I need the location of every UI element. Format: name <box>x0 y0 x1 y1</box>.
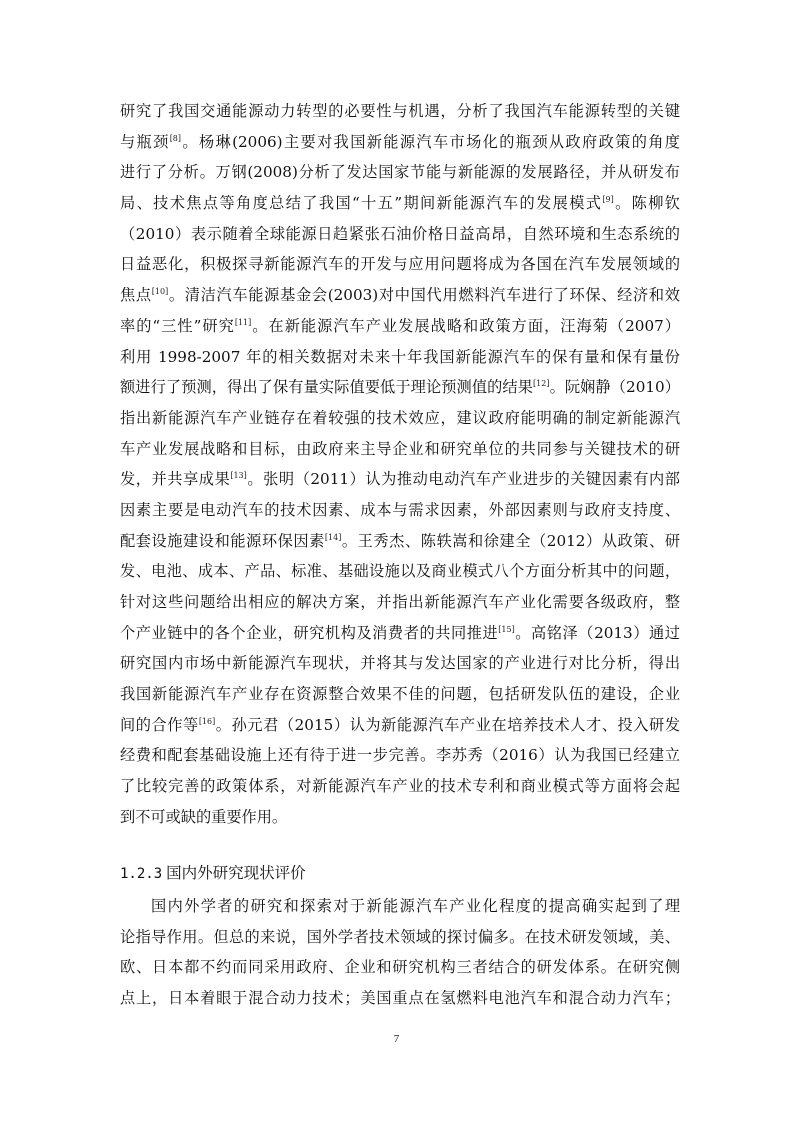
text-line: 车产业发展战略和目标，由政府来主导企业和研究单位的共同参与关键技术的研 <box>120 439 680 458</box>
text-line: 焦点[10]。清洁汽车能源基金会(2003)对中国代用燃料汽车进行了环保、经济和效 <box>120 286 680 305</box>
text-line: 进行了分析。万钢(2008)分析了发达国家节能与新能源的发展路径，并从研发布 <box>120 163 680 182</box>
citation-ref: [13] <box>230 471 247 481</box>
text-line: 发，并共享成果[13]。张明（2011）认为推动电动汽车产业进步的关键因素有内部 <box>120 470 680 489</box>
paragraph-literature-review <box>120 96 680 833</box>
page-number: 7 <box>393 1033 400 1045</box>
citation-ref: [10] <box>151 287 169 297</box>
citation-ref: [12] <box>533 379 550 389</box>
text-line: 经费和配套基础设施上还有待于进一步完善。李苏秀（2016）认为我国已经建立 <box>120 746 680 765</box>
text-line: 我国新能源汽车产业存在资源整合效果不佳的问题，包括研发队伍的建设，企业 <box>120 685 680 704</box>
text-line: 个产业链中的各个企业，研究机构及消费者的共同推进[15]。高铭泽（2013）通过 <box>120 623 680 642</box>
paragraph-evaluation <box>120 891 680 1014</box>
section-heading <box>120 858 680 889</box>
text-line: 国内外学者的研究和探索对于新能源汽车产业化程度的提高确实起到了理 <box>151 897 680 915</box>
text-line: 局、技术焦点等角度总结了我国“十五”期间新能源汽车的发展模式[9]。陈柳钦 <box>120 194 680 213</box>
text-line: 点上，日本着眼于混合动力技术；美国重点在氢燃料电池汽车和混合动力汽车； <box>120 989 680 1008</box>
text-line: 率的“三性”研究[11]。在新能源汽车产业发展战略和政策方面，汪海菊（2007） <box>120 316 680 335</box>
text-line: 日益恶化，积极探寻新能源汽车的开发与应用问题将成为各国在汽车发展领域的 <box>120 255 680 274</box>
text-line: 与瓶颈[8]。杨琳(2006)主要对我国新能源汽车市场化的瓶颈从政府政策的角度 <box>120 132 680 151</box>
text-line: 因素主要是电动汽车的技术因素、成本与需求因素，外部因素则与政府支持度、 <box>120 500 680 519</box>
text-line: 指出新能源汽车产业链存在着较强的技术效应，建议政府能明确的制定新能源汽 <box>120 408 680 427</box>
text-line: 额进行了预测，得出了保有量实际值要低于理论预测值的结果[12]。阮娴静（2010） <box>120 378 680 397</box>
section-title: 国内外研究现状评价 <box>166 864 306 882</box>
text-line: 针对这些问题给出相应的解决方案，并指出新能源汽车产业化需要各级政府，整 <box>120 593 680 611</box>
citation-ref: [14] <box>324 532 342 542</box>
text-line: （2010）表示随着全球能源日趋紧张石油价格日益高昂，自然环境和生态系统的 <box>120 224 680 243</box>
text-line: 了比较完善的政策体系，对新能源汽车产业的技术专利和商业模式等方面将会起 <box>120 777 680 796</box>
text-line: 论指导作用。但总的来说，国外学者技术领域的探讨偏多。在技术研发领域，美、 <box>120 927 680 946</box>
section-number: 1.2.3 <box>120 866 163 882</box>
text-line: 欧、日本都不约而同采用政府、企业和研究机构三者结合的研发体系。在研究侧 <box>120 958 680 977</box>
citation-ref: [8] <box>169 133 182 143</box>
citation-ref: [11] <box>234 317 252 327</box>
citation-ref: [9] <box>602 195 614 205</box>
text-line: 发、电池、成本、产品、标准、基础设施以及商业模式八个方面分析其中的问题， <box>120 562 680 581</box>
text-line: 间的合作等[16]。孙元君（2015）认为新能源汽车产业在培养技术人才、投入研发 <box>120 715 681 734</box>
text-line: 到不可或缺的重要作用。 <box>120 807 288 826</box>
citation-ref: [15] <box>498 624 515 634</box>
text-line: 研究了我国交通能源动力转型的必要性与机遇，分析了我国汽车能源转型的关键 <box>120 102 680 120</box>
citation-ref: [16] <box>198 716 216 726</box>
text-line: 研究国内市场中新能源汽车现状，并将其与发达国家的产业进行对比分析，得出 <box>120 654 680 673</box>
text-line: 利用 1998-2007 年的相关数据对未来十年我国新能源汽车的保有量和保有量份 <box>120 347 680 366</box>
text-line: 配套设施建设和能源环保因素[14]。王秀杰、陈轶嵩和徐建全（2012）从政策、研 <box>120 531 681 550</box>
